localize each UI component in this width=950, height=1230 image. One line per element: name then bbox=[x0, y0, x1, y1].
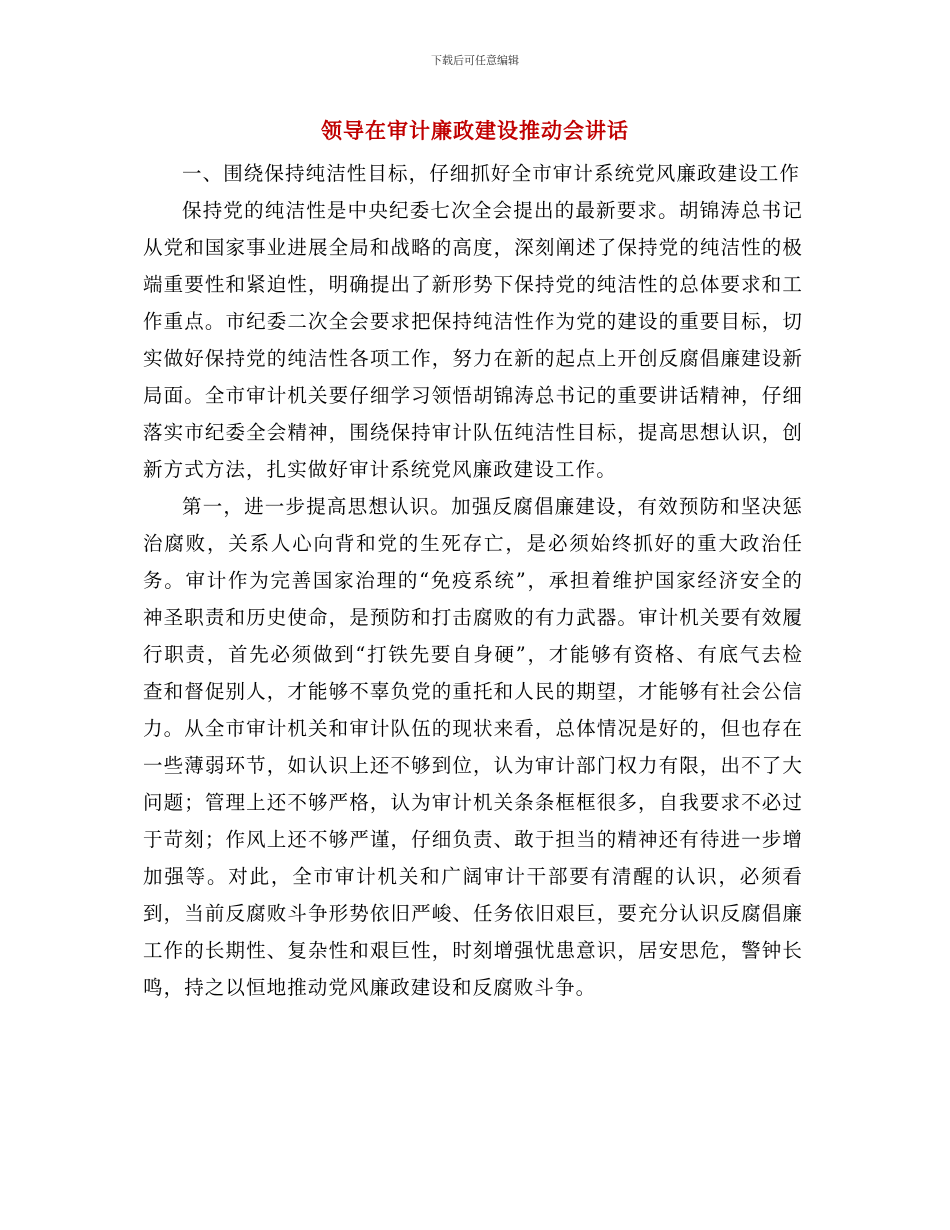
body-paragraph: 第一，进一步提高思想认识。加强反腐倡廉建设，有效预防和坚决惩治腐败，关系人心向背和党的生死存亡，是必须始终抓好的重大政治任务。审计作为完善国家治理的“免疫系统”，承担着维护国家经济安全的神圣职责和历史使命，是预防和打击腐败的有力武器。审计机关要有效履行职责，首先必须做到“打铁先要自身硬”，才能够有资格、有底气去检查和督促别人，才能够不辜负党的重托和人民的期望，才能够有社会公信力。从全市审计机关和审计队伍的现状来看，总体情况是好的，但也存在一些薄弱环节，如认识上还不够到位，认为审计部门权力有限，出不了大问题；管理上还不够严格，认为审计机关条条框框很多，自我要求不必过于苛刻；作风上还不够严谨，仔细负责、敢于担当的精神还有待进一步增加强等。对此，全市审计机关和广阔审计干部要有清醒的认识，必须看到，当前反腐败斗争形势依旧严峻、任务依旧艰巨，要充分认识反腐倡廉工作的长期性、复杂性和艰巨性，时刻增强忧患意识，居安思危，警钟长鸣，持之以恒地推动党风廉政建设和反腐败斗争。 bbox=[143, 495, 803, 999]
body-paragraph: 保持党的纯洁性是中央纪委七次全会提出的最新要求。胡锦涛总书记从党和国家事业进展全局和战略的高度，深刻阐述了保持党的纯洁性的极端重要性和紧迫性，明确提出了新形势下保持党的纯洁性的总体要求和工作重点。市纪委二次全会要求把保持纯洁性作为党的建设的重要目标，切实做好保持党的纯洁性各项工作，努力在新的起点上开创反腐倡廉建设新局面。全市审计机关要仔细学习领悟胡锦涛总书记的重要讲话精神，仔细落实市纪委全会精神，围绕保持审计队伍纯洁性目标，提高思想认识，创新方式方法，扎实做好审计系统党风廉政建设工作。 bbox=[143, 199, 803, 481]
header-note: 下载后可任意编辑 bbox=[431, 54, 519, 67]
section-heading: 一、围绕保持纯洁性目标，仔细抓好全市审计系统党风廉政建设工作 bbox=[182, 162, 801, 185]
document-body bbox=[143, 155, 803, 1006]
page-title: 领导在审计廉政建设推动会讲话 bbox=[321, 119, 629, 143]
